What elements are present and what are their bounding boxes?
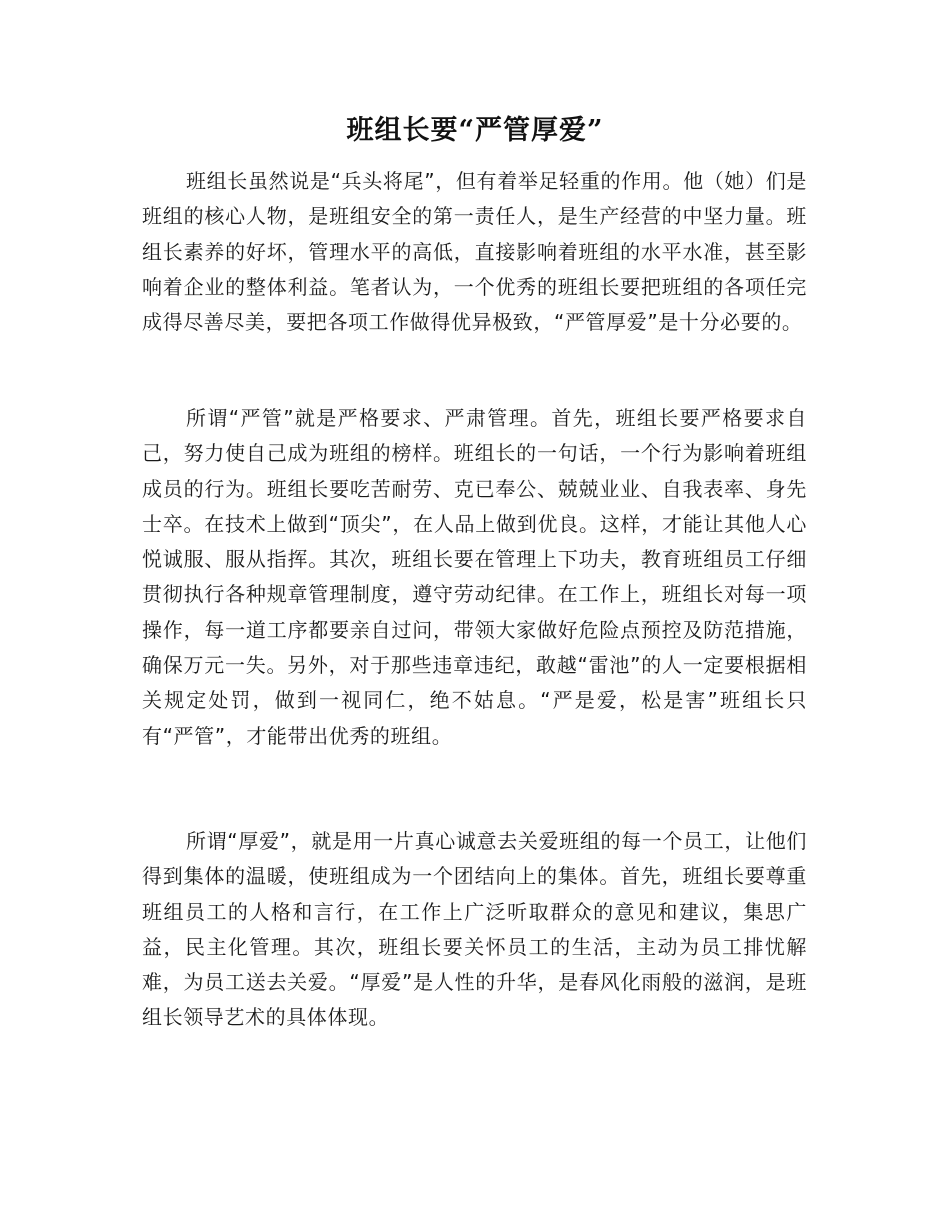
paragraph-intro: 班组长虽然说是“兵头将尾”，但有着举足轻重的作用。他（她）们是班组的核心人物，是班组安全的第一责任人，是生产经营的中坚力量。班组长素养的好坏，管理水平的高低，直接影响着班组的水平水准，甚至影响着企业的整体利益。笔者认为，一个优秀的班组长要把班组的各项任完成得尽善尽美，要把各项工作做得优异极致，“严管厚爱”是十分必要的。 xyxy=(142,169,807,335)
document-title: 班组长要“严管厚爱” xyxy=(346,115,604,146)
paragraph-strict-management: 所谓“严管”就是严格要求、严肃管理。首先，班组长要严格要求自己，努力使自己成为班组的榜样。班组长的一句话，一个行为影响着班组成员的行为。班组长要吃苦耐劳、克已奉公、兢兢业业、自我表率、身先士卒。在技术上做到“顶尖”，在人品上做到优良。这样，才能让其他人心悦诚服、服从指挥。其次，班组长要在管理上下功夫，教育班组员工仔细贯彻执行各种规章管理制度，遵守劳动纪律。在工作上，班组长对每一项操作，每一道工序都要亲自过问，带领大家做好危险点预控及防范措施，确保万元一失。另外，对于那些违章违纪，敢越“雷池”的人一定要根据相关规定处罚，做到一视同仁，绝不姑息。“严是爱，松是害”班组长只有“严管”，才能带出优秀的班组。 xyxy=(142,406,807,748)
paragraph-deep-care: 所谓“厚爱”，就是用一片真心诚意去关爱班组的每一个员工，让他们得到集体的温暖，使班组成为一个团结向上的集体。首先，班组长要尊重班组员工的人格和言行，在工作上广泛听取群众的意见和建议，集思广益，民主化管理。其次，班组长要关怀员工的生活，主动为员工排忧解难，为员工送去关爱。“厚爱”是人性的升华，是春风化雨般的滋润，是班组长领导艺术的具体体现。 xyxy=(142,829,807,1030)
